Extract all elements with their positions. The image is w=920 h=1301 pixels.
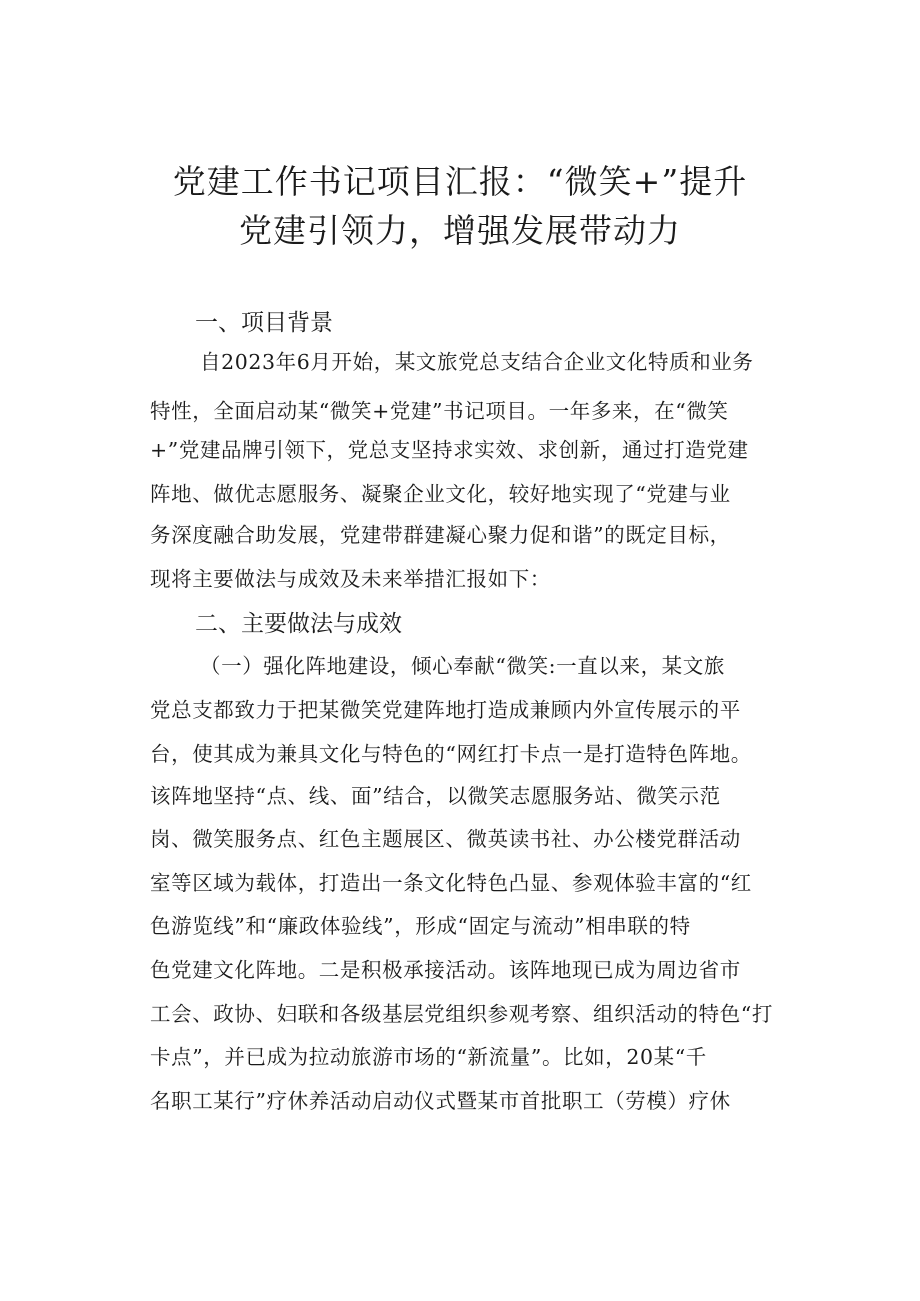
section-1-heading: 一、项目背景 — [195, 310, 333, 336]
document-title-line-1: 党建工作书记项目汇报：“微笑+”提升 — [172, 162, 748, 201]
section-2-line-5: 岗、微笑服务点、红色主题展区、微英读书社、办公楼党群活动 — [150, 827, 741, 851]
section-2-line-6: 室等区域为载体，打造出一条文化特色凸显、参观体验丰富的“红 — [150, 871, 752, 895]
section-2-line-3: 台，使其成为兼具文化与特色的“网红打卡点一是打造特色阵地。 — [150, 742, 752, 766]
section-2-line-8: 色党建文化阵地。二是积极承接活动。该阵地现已成为周边省市 — [150, 958, 741, 982]
section-2-heading: 二、主要做法与成效 — [195, 611, 402, 637]
section-2-line-2: 党总支都致力于把某微笑党建阵地打造成兼顾内外宣传展示的平 — [150, 698, 741, 722]
section-2-line-1: （一）强化阵地建设，倾心奉献“微笑:一直以来，某文旅 — [200, 654, 725, 678]
section-1-line-2: 特性，全面启动某“微笑+党建”书记项目。一年多来，在“微笑 — [150, 399, 729, 423]
section-2-line-11: 名职工某行”疗休养活动启动仪式暨某市首批职工（劳模）疗休 — [150, 1089, 731, 1113]
section-2-line-4: 该阵地坚持“点、线、面”结合，以微笑志愿服务站、微笑示范 — [150, 784, 721, 808]
section-2-line-10: 卡点”，并已成为拉动旅游市场的“新流量”。比如，20某“千 — [150, 1045, 707, 1069]
document-title-line-2: 党建引领力，增强发展带动力 — [239, 211, 681, 250]
section-2-line-9: 工会、政协、妇联和各级基层党组织参观考察、组织活动的特色“打 — [150, 1002, 773, 1026]
section-2-line-7: 色游览线”和“廉政体验线”，形成“固定与流动”相串联的特 — [150, 914, 691, 938]
section-1-line-3: +”党建品牌引领下，党总支坚持求实效、求创新，通过打造党建 — [150, 438, 749, 462]
section-1-line-1: 自2023年6月开始，某文旅党总支结合企业文化特质和业务 — [200, 350, 754, 374]
section-1-line-4: 阵地、做优志愿服务、凝聚企业文化，较好地实现了“党建与业 — [150, 482, 731, 506]
section-1-line-5: 务深度融合助发展，党建带群建凝心聚力促和谐”的既定目标， — [150, 523, 731, 547]
section-1-line-6: 现将主要做法与成效及未来举措汇报如下： — [150, 567, 551, 591]
